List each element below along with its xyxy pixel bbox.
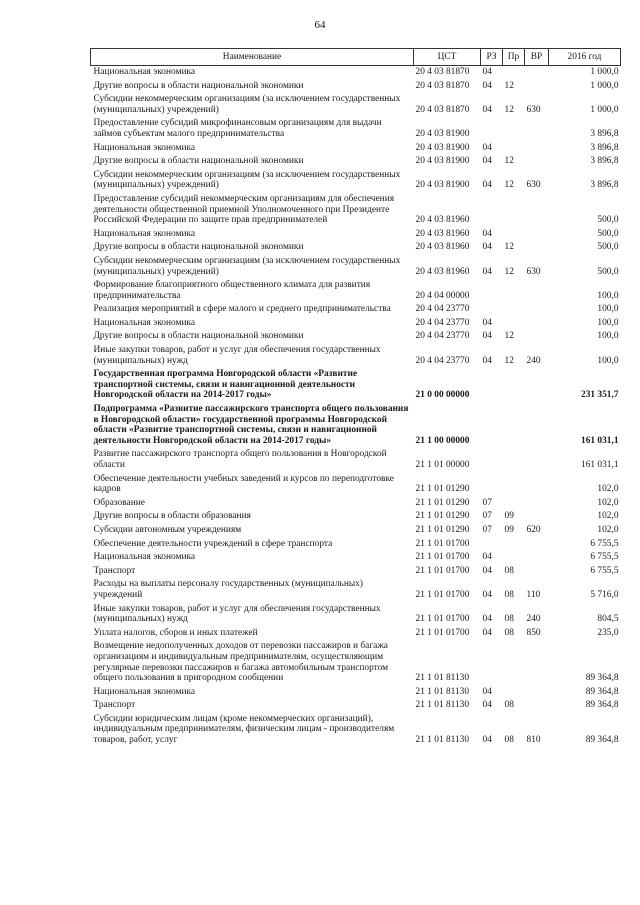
cell-sum: 161 031,1 — [581, 460, 619, 470]
cell-name: Формирование благоприятного общественного климата для развития предпринимательства — [93, 280, 371, 301]
cell-name: Субсидии автономным учреждениям — [93, 524, 242, 535]
cell-sum: 100,0 — [597, 304, 619, 315]
cell-pr: 12 — [504, 180, 514, 191]
cell-pr — [503, 551, 525, 565]
cell-pr: 12 — [504, 80, 514, 91]
cell-sum: 102,0 — [597, 484, 619, 495]
table-row — [91, 303, 621, 317]
cell-vr — [525, 303, 549, 317]
cell-pr: 09 — [504, 511, 514, 522]
cell-sum: 3 896,8 — [590, 156, 619, 167]
cell-sum: 500,0 — [597, 228, 619, 239]
cell-cst: 21 1 01 01700 — [415, 552, 470, 563]
cell-pr — [503, 497, 525, 511]
cell-pr: 12 — [504, 355, 514, 366]
cell-sum: 89 364,8 — [585, 673, 619, 684]
cell-sum: 5 716,0 — [590, 589, 619, 600]
cell-rz — [481, 448, 503, 472]
cell-cst: 20 4 03 81960 — [415, 242, 470, 253]
cell-sum: 1 000,0 — [590, 104, 619, 115]
header-vr: ВР — [525, 49, 549, 66]
cell-rz: 04 — [482, 735, 492, 746]
table-row — [91, 403, 621, 448]
table-row — [91, 169, 621, 193]
cell-name: Обеспечение деятельности учебных заведений и курсов по переподготовке кадров — [93, 473, 394, 495]
cell-sum: 6 755,5 — [590, 538, 619, 549]
cell-vr — [525, 317, 549, 331]
cell-vr — [525, 565, 549, 579]
table-row — [91, 155, 621, 169]
cell-name: Национальная экономика — [93, 686, 196, 697]
cell-pr — [503, 66, 525, 80]
cell-name: Национальная экономика — [93, 67, 196, 77]
table-row — [91, 117, 621, 141]
cell-pr — [503, 228, 525, 242]
table-row — [91, 330, 621, 344]
cell-cst: 21 1 01 01700 — [415, 614, 470, 625]
table-row — [91, 66, 621, 80]
cell-rz: 04 — [482, 67, 492, 77]
cell-cst: 21 1 01 81130 — [415, 700, 470, 711]
header-cst: ЦСТ — [414, 49, 481, 66]
cell-cst: 21 1 01 81130 — [415, 673, 470, 684]
cell-sum: 235,0 — [597, 627, 619, 638]
table-row — [91, 448, 621, 472]
cell-vr — [525, 510, 549, 524]
cell-cst: 20 4 03 81900 — [415, 142, 470, 153]
cell-name: Предоставление субсидий некоммерческим организациям для обеспечения деятельности общественной приемной Уполномоченного при Президенте Российской Федерации по защите прав предпринимателей — [93, 193, 395, 226]
header-sum: 2016 год — [549, 49, 621, 66]
cell-sum: 3 896,8 — [590, 128, 619, 139]
cell-name: Иные закупки товаров, работ и услуг для обеспечения государственных (муниципальных) нужд — [93, 345, 381, 366]
cell-rz — [481, 279, 503, 303]
cell-vr — [525, 279, 549, 303]
cell-vr: 240 — [526, 355, 541, 366]
table-row — [91, 255, 621, 279]
cell-rz: 04 — [482, 686, 492, 697]
cell-sum: 100,0 — [597, 331, 619, 342]
cell-sum: 100,0 — [597, 317, 619, 328]
cell-rz: 04 — [482, 228, 492, 239]
cell-cst: 20 4 04 23770 — [415, 317, 470, 328]
table-row — [91, 713, 621, 748]
cell-rz: 04 — [482, 614, 492, 625]
cell-sum: 6 755,5 — [590, 552, 619, 563]
cell-cst: 21 1 01 01700 — [415, 627, 470, 638]
cell-rz — [481, 640, 503, 685]
cell-name: Другие вопросы в области национальной экономики — [93, 80, 304, 91]
table-row — [91, 578, 621, 602]
cell-cst: 20 4 03 81960 — [415, 215, 470, 226]
cell-cst: 21 1 01 01290 — [415, 497, 470, 508]
cell-pr — [503, 368, 525, 403]
cell-sum: 1 000,0 — [590, 80, 619, 91]
cell-cst: 20 4 03 81960 — [415, 228, 470, 239]
cell-name: Реализация мероприятий в сфере малого и среднего предпринимательства — [93, 304, 391, 315]
cell-sum: 89 364,8 — [585, 686, 619, 697]
cell-vr — [525, 497, 549, 511]
cell-rz: 04 — [482, 317, 492, 328]
cell-name: Подпрограмма «Развитие пассажирского транспорта общего пользования в Новгородской области» государственной программы Новгородской области «Развитие транспортной системы, связи и навигационной деятельности Новгородской области на 2014-2017 годы» — [93, 404, 409, 446]
cell-sum: 6 755,5 — [590, 565, 619, 576]
cell-pr — [503, 448, 525, 472]
cell-name: Уплата налогов, сборов и иных платежей — [93, 627, 258, 638]
cell-sum: 102,0 — [597, 497, 619, 508]
cell-cst: 21 1 01 81130 — [415, 735, 470, 746]
cell-name: Субсидии юридическим лицам (кроме некоммерческих организаций), индивидуальным предпринимателям, физическим лицам - производителям товаров, работ, услуг — [93, 713, 395, 746]
cell-sum: 500,0 — [597, 215, 619, 226]
cell-pr — [503, 117, 525, 141]
cell-pr — [503, 686, 525, 700]
cell-vr — [525, 80, 549, 94]
table-row — [91, 317, 621, 331]
cell-vr — [525, 551, 549, 565]
cell-pr: 08 — [504, 589, 514, 600]
cell-rz: 04 — [482, 331, 492, 342]
table-row — [91, 686, 621, 700]
cell-pr — [503, 640, 525, 685]
cell-pr: 08 — [504, 700, 514, 711]
cell-pr: 08 — [504, 735, 514, 746]
cell-name: Транспорт — [93, 700, 136, 711]
cell-cst: 21 1 01 01700 — [415, 565, 470, 576]
table-row — [91, 565, 621, 579]
table-row — [91, 627, 621, 641]
cell-name: Возмещение недополученных доходов от перевозки пассажиров и багажа организациям и индивидуальным предпринимателям, осуществляющим регулярные перевозки пассажиров и багажа автомобильным транспортом общего пользования в пригородном сообщении — [93, 641, 389, 684]
cell-name: Государственная программа Новгородской области «Развитие транспортной системы, связи и навигационной деятельности Новгородской области на 2014-2017 годы» — [93, 369, 358, 401]
cell-vr: 810 — [526, 735, 541, 746]
cell-cst: 21 1 01 01290 — [415, 511, 470, 522]
cell-vr — [525, 640, 549, 685]
cell-rz: 07 — [482, 497, 492, 508]
cell-cst: 20 4 03 81870 — [415, 67, 470, 77]
table-row — [91, 344, 621, 368]
table-row — [91, 193, 621, 228]
cell-vr: 620 — [526, 524, 541, 535]
cell-name: Транспорт — [93, 565, 136, 576]
cell-name: Другие вопросы в области национальной экономики — [93, 331, 304, 342]
cell-sum: 89 364,8 — [585, 735, 619, 746]
table-row — [91, 279, 621, 303]
cell-pr — [503, 403, 525, 448]
cell-pr: 08 — [504, 627, 514, 638]
cell-vr — [525, 538, 549, 552]
cell-name: Другие вопросы в области национальной экономики — [93, 242, 304, 253]
cell-name: Предоставление субсидий микрофинансовым организациям для выдачи займов субъектам малого предпринимательства — [93, 118, 382, 139]
table-row — [91, 699, 621, 713]
cell-name: Образование — [93, 497, 145, 508]
cell-sum: 100,0 — [597, 290, 619, 301]
cell-pr: 12 — [504, 242, 514, 253]
cell-pr — [503, 279, 525, 303]
cell-rz: 04 — [482, 156, 492, 167]
cell-vr: 240 — [526, 614, 541, 625]
cell-pr — [503, 538, 525, 552]
cell-sum: 500,0 — [597, 242, 619, 253]
cell-name: Национальная экономика — [93, 552, 196, 563]
cell-rz: 04 — [482, 589, 492, 600]
cell-pr: 12 — [504, 156, 514, 167]
table-row — [91, 241, 621, 255]
cell-rz: 04 — [482, 627, 492, 638]
cell-vr: 630 — [526, 104, 541, 115]
cell-cst: 20 4 04 23770 — [415, 331, 470, 342]
table-row — [91, 524, 621, 538]
table-row — [91, 640, 621, 685]
cell-vr — [525, 193, 549, 228]
cell-pr: 08 — [504, 565, 514, 576]
cell-name: Национальная экономика — [93, 228, 196, 239]
header-rz: РЗ — [481, 49, 503, 66]
cell-pr — [503, 193, 525, 228]
cell-pr: 12 — [504, 266, 514, 277]
header-pr: Пр — [503, 49, 525, 66]
table-body — [91, 66, 621, 748]
cell-pr — [503, 317, 525, 331]
cell-pr — [503, 142, 525, 156]
cell-vr — [525, 142, 549, 156]
cell-vr — [525, 368, 549, 403]
cell-cst: 20 4 03 81900 — [415, 180, 470, 191]
cell-sum: 89 364,8 — [585, 700, 619, 711]
table-row — [91, 473, 621, 497]
cell-cst: 20 4 03 81900 — [415, 128, 470, 139]
cell-name: Иные закупки товаров, работ и услуг для обеспечения государственных (муниципальных) нужд — [93, 603, 381, 625]
cell-vr — [525, 403, 549, 448]
cell-cst: 21 1 01 00000 — [415, 460, 470, 470]
table-row — [91, 80, 621, 94]
cell-rz: 04 — [482, 700, 492, 711]
cell-name: Развитие пассажирского транспорта общего пользования в Новгородской области — [93, 449, 387, 470]
cell-name: Национальная экономика — [93, 317, 196, 328]
cell-cst: 21 1 01 01290 — [415, 484, 470, 495]
cell-cst: 20 4 03 81870 — [415, 80, 470, 91]
cell-rz: 04 — [482, 552, 492, 563]
cell-vr — [525, 473, 549, 497]
cell-sum: 3 896,8 — [590, 142, 619, 153]
cell-name: Субсидии некоммерческим организациям (за исключением государственных (муниципальных) учреждений) — [93, 94, 401, 115]
table-header-row — [91, 49, 621, 66]
cell-pr — [503, 473, 525, 497]
cell-pr — [503, 303, 525, 317]
cell-sum: 231 351,7 — [581, 390, 619, 401]
table-row — [91, 497, 621, 511]
cell-pr: 09 — [504, 524, 514, 535]
cell-vr — [525, 448, 549, 472]
cell-vr — [525, 699, 549, 713]
cell-rz: 04 — [482, 242, 492, 253]
cell-sum: 500,0 — [597, 266, 619, 277]
cell-pr: 08 — [504, 614, 514, 625]
table-row — [91, 228, 621, 242]
cell-name: Расходы на выплаты персоналу государственных (муниципальных) учреждений — [93, 579, 363, 600]
cell-cst: 21 1 01 81130 — [415, 686, 470, 697]
cell-sum: 102,0 — [597, 511, 619, 522]
table-row — [91, 510, 621, 524]
cell-vr — [525, 686, 549, 700]
cell-rz — [481, 538, 503, 552]
cell-cst: 20 4 03 81960 — [415, 266, 470, 277]
cell-pr: 12 — [504, 104, 514, 115]
cell-rz — [481, 193, 503, 228]
table-row — [91, 368, 621, 403]
cell-vr — [525, 117, 549, 141]
cell-sum: 3 896,8 — [590, 180, 619, 191]
cell-vr — [525, 241, 549, 255]
table-row — [91, 603, 621, 627]
cell-rz — [481, 403, 503, 448]
table-row — [91, 93, 621, 117]
cell-sum: 161 031,1 — [581, 435, 619, 446]
cell-rz — [481, 303, 503, 317]
cell-rz: 04 — [482, 266, 492, 277]
page-number: 64 — [314, 19, 326, 31]
cell-cst: 20 4 04 23770 — [415, 355, 470, 366]
cell-vr — [525, 155, 549, 169]
cell-cst: 21 1 01 01700 — [415, 589, 470, 600]
cell-vr: 630 — [526, 180, 541, 191]
header-name: Наименование — [91, 49, 414, 66]
cell-name: Национальная экономика — [93, 142, 196, 153]
cell-cst: 20 4 03 81870 — [415, 104, 470, 115]
cell-vr: 850 — [526, 627, 541, 638]
cell-cst: 20 4 03 81900 — [415, 156, 470, 167]
budget-table — [90, 48, 621, 748]
cell-vr — [525, 330, 549, 344]
cell-rz: 04 — [482, 80, 492, 91]
cell-name: Обеспечение деятельности учреждений в сфере транспорта — [93, 538, 333, 549]
table-row — [91, 538, 621, 552]
cell-sum: 804,5 — [597, 614, 619, 625]
cell-cst: 21 0 00 00000 — [415, 390, 470, 401]
cell-vr: 630 — [526, 266, 541, 277]
cell-vr — [525, 66, 549, 80]
table-row — [91, 142, 621, 156]
cell-vr — [525, 228, 549, 242]
cell-cst: 21 1 01 01700 — [415, 538, 470, 549]
cell-cst: 20 4 04 23770 — [415, 304, 470, 315]
cell-rz — [481, 117, 503, 141]
cell-cst: 20 4 04 00000 — [415, 290, 470, 301]
cell-name: Субсидии некоммерческим организациям (за исключением государственных (муниципальных) учреждений) — [93, 169, 401, 191]
cell-vr: 110 — [526, 589, 541, 600]
table-row — [91, 551, 621, 565]
cell-sum: 1 000,0 — [590, 67, 619, 77]
cell-cst: 21 1 01 01290 — [415, 524, 470, 535]
cell-pr: 12 — [504, 331, 514, 342]
cell-rz — [481, 473, 503, 497]
cell-name: Другие вопросы в области национальной экономики — [93, 156, 304, 167]
cell-rz: 07 — [482, 511, 492, 522]
cell-rz: 04 — [482, 565, 492, 576]
cell-sum: 100,0 — [597, 355, 619, 366]
cell-rz: 04 — [482, 355, 492, 366]
cell-rz — [481, 368, 503, 403]
cell-cst: 21 1 00 00000 — [415, 435, 470, 446]
cell-name: Субсидии некоммерческим организациям (за исключением государственных (муниципальных) учреждений) — [93, 255, 401, 277]
cell-rz: 04 — [482, 104, 492, 115]
cell-sum: 102,0 — [597, 524, 619, 535]
cell-rz: 04 — [482, 142, 492, 153]
cell-name: Другие вопросы в области образования — [93, 511, 251, 522]
cell-rz: 07 — [482, 524, 492, 535]
cell-rz: 04 — [482, 180, 492, 191]
